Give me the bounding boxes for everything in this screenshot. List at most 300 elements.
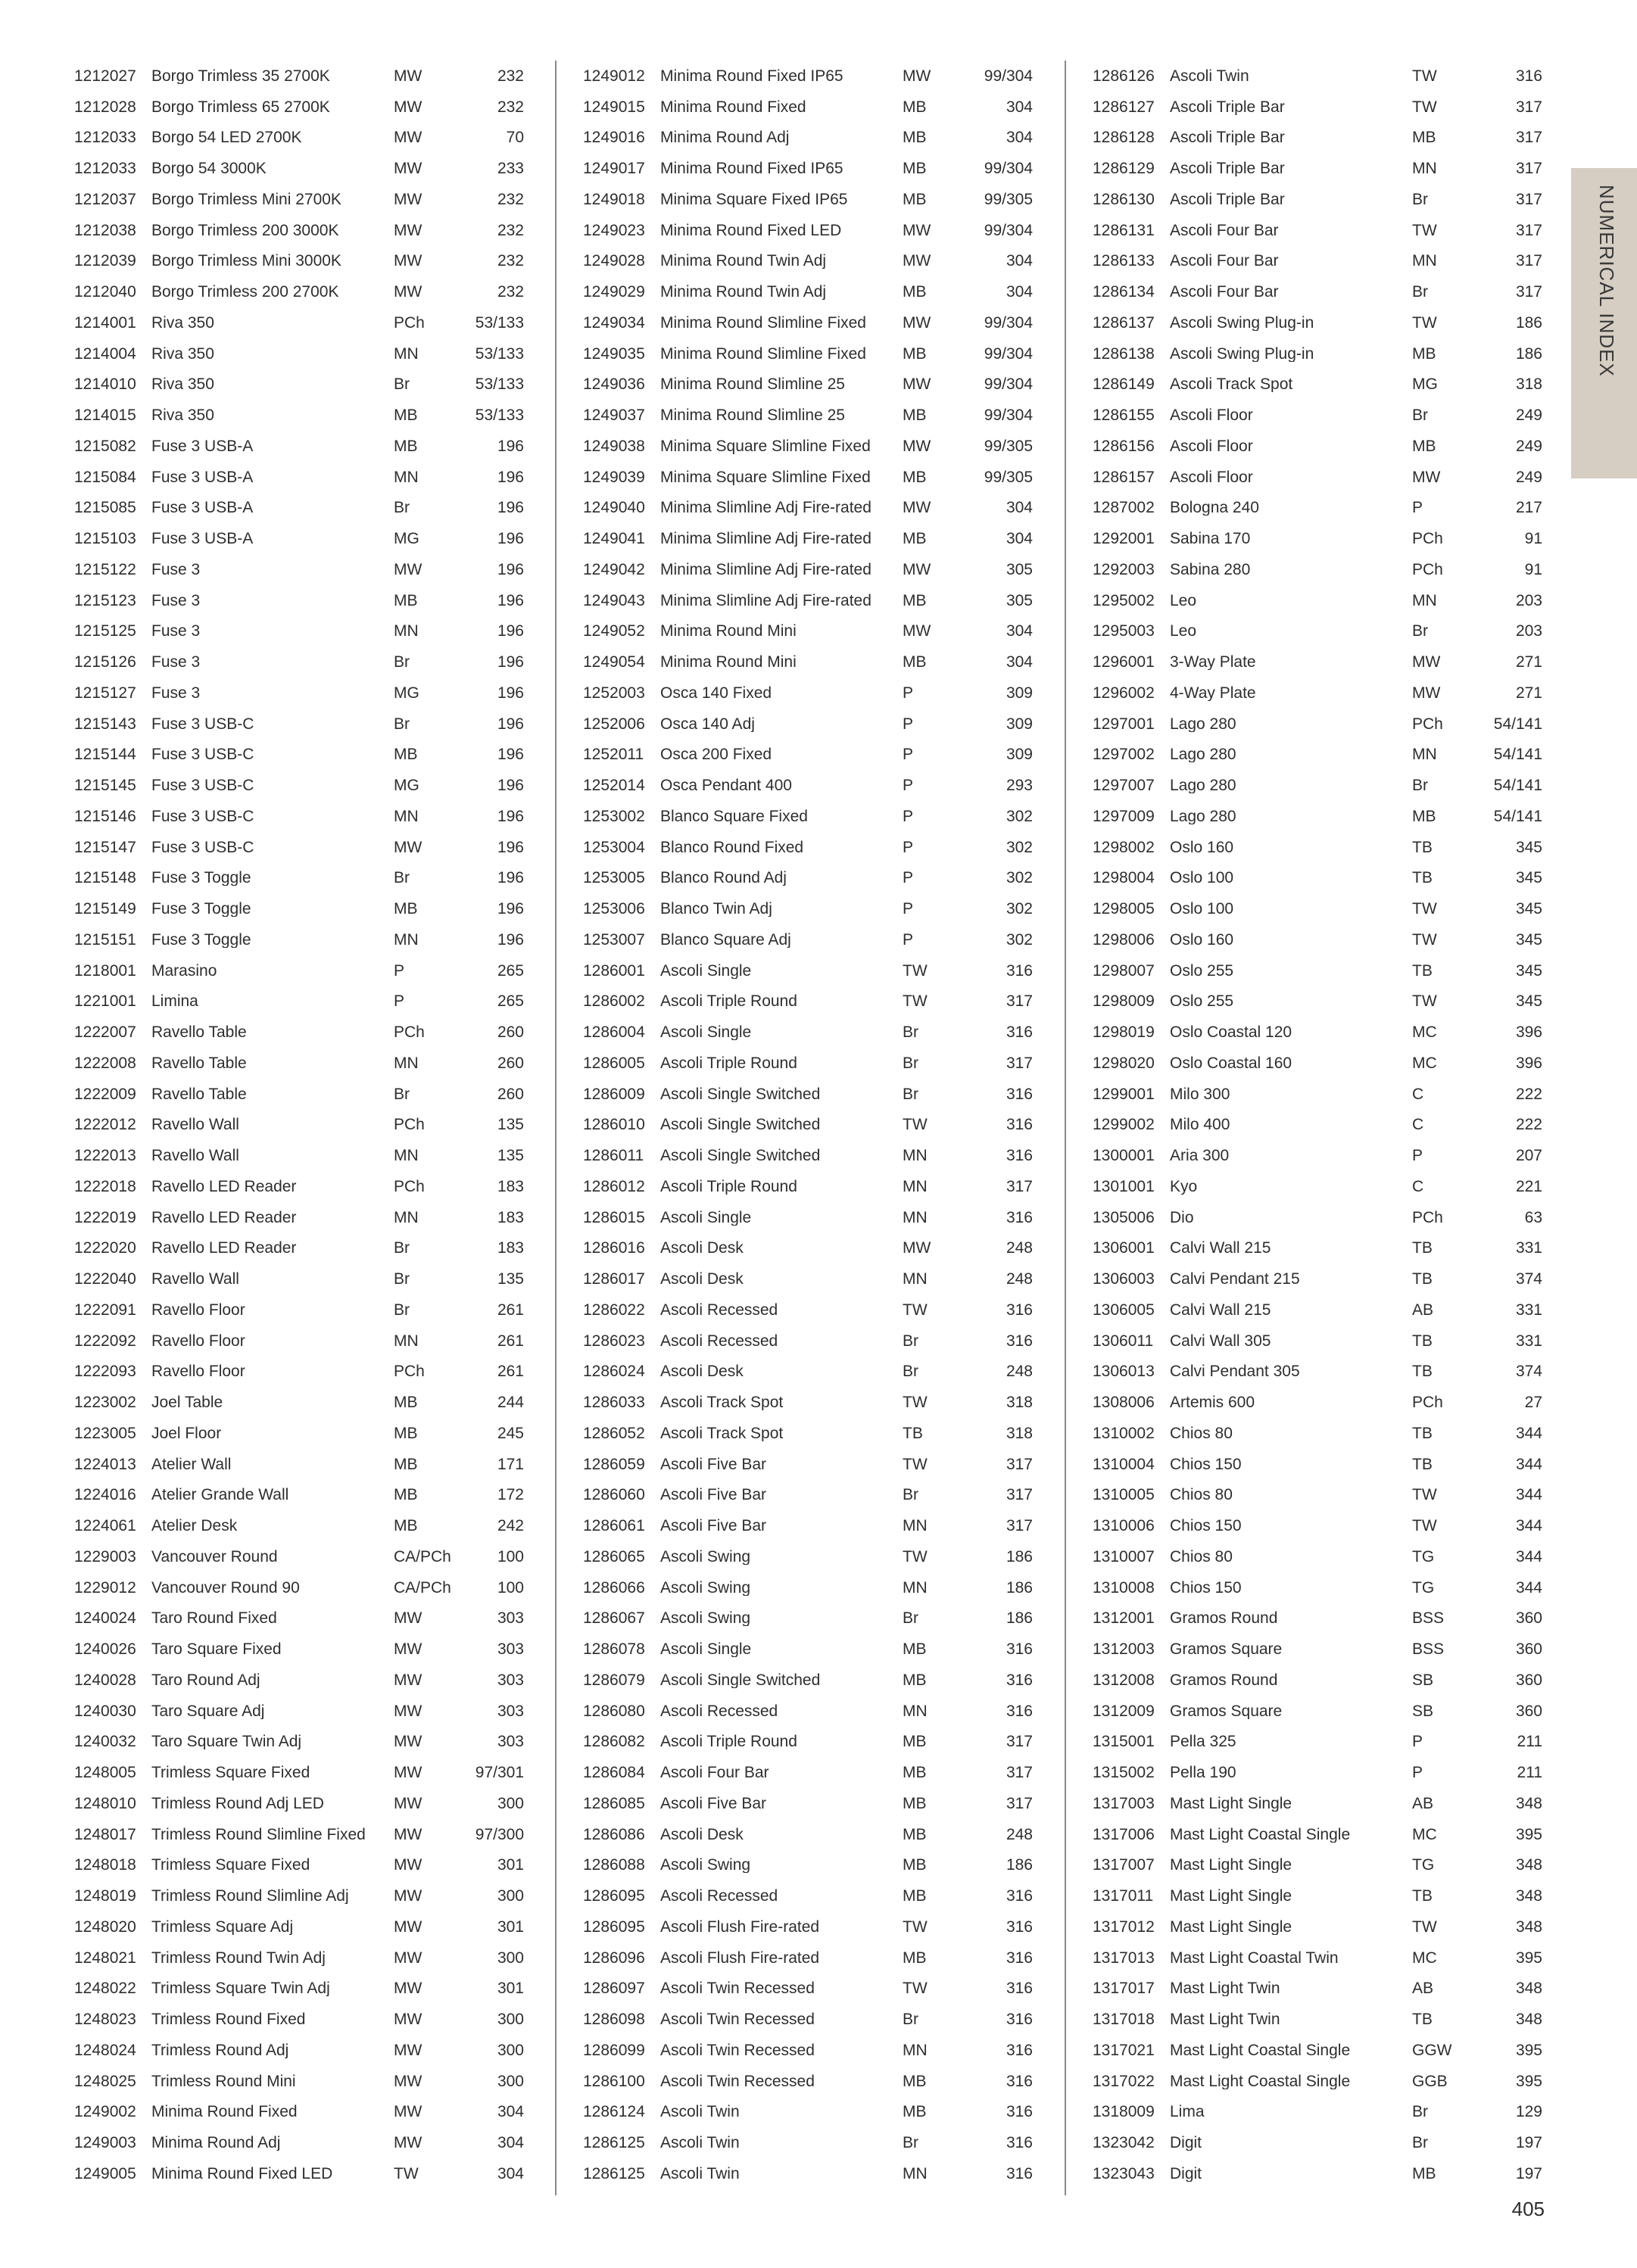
product-name: Chios 80	[1170, 1548, 1233, 1565]
index-row	[1093, 123, 1547, 154]
product-name: Blanco Round Fixed	[660, 839, 804, 855]
finish-code: MW	[394, 1887, 423, 1905]
page-reference: 196	[497, 838, 524, 856]
product-code: 1286059	[583, 1455, 645, 1473]
index-row	[1093, 585, 1547, 616]
product-name: Mast Light Coastal Single	[1170, 2042, 1351, 2058]
finish-code: MB	[394, 1486, 418, 1504]
finish-code: AB	[1412, 1980, 1434, 1998]
index-row	[1093, 2127, 1547, 2158]
page-reference: 222	[1515, 1085, 1542, 1103]
index-row	[583, 1665, 1037, 1696]
index-row	[1093, 184, 1547, 215]
page-reference: 197	[1515, 2134, 1542, 2152]
index-row	[583, 153, 1037, 184]
index-row	[74, 1171, 529, 1202]
product-name: Minima Slimline Adj Fire-rated	[660, 531, 872, 547]
product-name: Calvi Pendant 305	[1170, 1363, 1300, 1380]
product-name: Lima	[1170, 2104, 1205, 2120]
page-reference: 344	[1515, 1455, 1542, 1473]
finish-code: MB	[903, 98, 927, 116]
finish-code: MC	[1412, 1023, 1437, 1042]
index-row	[74, 1665, 529, 1696]
product-code: 1249041	[583, 530, 645, 548]
product-code: 1249038	[583, 437, 645, 455]
product-code: 1286095	[583, 1887, 645, 1905]
finish-code: TW	[903, 1116, 928, 1134]
product-code: 1249017	[583, 160, 645, 178]
page-reference: 316	[1006, 1918, 1033, 1936]
product-name: Minima Round Slimline Fixed	[660, 314, 866, 331]
finish-code: C	[1412, 1177, 1424, 1195]
finish-code: MW	[394, 221, 423, 239]
page-reference: 99/304	[984, 160, 1033, 178]
index-row	[583, 1017, 1037, 1048]
page-reference: 360	[1515, 1702, 1542, 1720]
page-reference: 317	[1515, 252, 1542, 270]
page-reference: 54/141	[1493, 807, 1542, 825]
index-row	[74, 523, 529, 554]
product-name: Ascoli Track Spot	[660, 1394, 784, 1411]
page-reference: 271	[1515, 684, 1542, 702]
product-code: 1215126	[74, 653, 136, 671]
product-code: 1224061	[74, 1517, 136, 1535]
product-name: Ascoli Twin Recessed	[660, 2073, 815, 2089]
product-name: Ravello LED Reader	[151, 1209, 297, 1226]
index-row	[583, 1202, 1037, 1233]
product-name: Gramos Square	[1170, 1703, 1283, 1719]
index-row	[583, 1326, 1037, 1357]
product-name: Lago 280	[1170, 715, 1236, 732]
product-code: 1286086	[583, 1825, 645, 1843]
page-reference: 374	[1515, 1270, 1542, 1288]
product-name: Osca Pendant 400	[660, 777, 792, 794]
index-row	[74, 1449, 529, 1480]
product-code: 1312001	[1093, 1609, 1155, 1628]
finish-code: MB	[903, 283, 927, 301]
index-row	[1093, 462, 1547, 493]
product-name: Ascoli Swing	[660, 1857, 751, 1874]
product-code: 1286082	[583, 1733, 645, 1751]
index-row	[74, 740, 529, 771]
product-name: Ascoli Five Bar	[660, 1518, 767, 1534]
product-code: 1286131	[1093, 221, 1155, 239]
index-row	[1093, 646, 1547, 678]
index-row	[1093, 61, 1547, 92]
finish-code: MB	[903, 1856, 927, 1874]
product-code: 1248005	[74, 1764, 136, 1782]
product-name: Ascoli Recessed	[660, 1301, 778, 1318]
page-reference: 316	[1006, 1208, 1033, 1226]
finish-code: Br	[903, 1486, 918, 1504]
index-row	[74, 1326, 529, 1357]
finish-code: MW	[903, 375, 931, 394]
product-name: Leo	[1170, 623, 1197, 640]
product-name: Minima Round Fixed LED	[151, 2165, 333, 2182]
index-row	[1093, 893, 1547, 924]
finish-code: MC	[1412, 1825, 1437, 1843]
index-row	[74, 307, 529, 338]
product-code: 1215144	[74, 746, 136, 764]
product-name: Ascoli Triple Round	[660, 1055, 797, 1071]
product-code: 1299002	[1093, 1116, 1155, 1134]
page-reference: 232	[497, 252, 524, 270]
page-reference: 344	[1515, 1578, 1542, 1597]
index-row	[1093, 2097, 1547, 2128]
product-code: 1286125	[583, 2164, 645, 2182]
product-name: Vancouver Round	[151, 1548, 278, 1565]
product-code: 1298007	[1093, 961, 1155, 980]
finish-code: TW	[1412, 900, 1437, 918]
page-reference: 317	[1515, 190, 1542, 208]
index-row	[583, 1233, 1037, 1264]
page-reference: 317	[1515, 129, 1542, 147]
product-name: Calvi Wall 305	[1170, 1332, 1271, 1349]
product-name: Riva 350	[151, 407, 214, 424]
product-code: 1240026	[74, 1640, 136, 1659]
finish-code: MB	[1412, 2164, 1436, 2182]
finish-code: PCh	[394, 1116, 425, 1134]
index-row	[583, 246, 1037, 277]
page-reference: 99/305	[984, 468, 1033, 486]
product-code: 1286066	[583, 1578, 645, 1597]
page-reference: 316	[1006, 1702, 1033, 1720]
product-code: 1215082	[74, 437, 136, 455]
page-reference: 344	[1515, 1424, 1542, 1442]
finish-code: MW	[903, 252, 931, 270]
finish-code: TG	[1412, 1547, 1435, 1565]
finish-code: TB	[1412, 1239, 1433, 1257]
product-code: 1312008	[1093, 1671, 1155, 1689]
finish-code: MB	[903, 407, 927, 425]
page-reference: 53/133	[475, 344, 524, 363]
finish-code: P	[394, 992, 405, 1011]
product-code: 1212028	[74, 98, 136, 116]
index-row	[1093, 1696, 1547, 1727]
product-name: Ascoli Triple Bar	[1170, 98, 1285, 115]
index-row	[583, 832, 1037, 863]
product-name: Ascoli Single	[660, 1641, 752, 1658]
product-name: Ascoli Single Switched	[660, 1086, 821, 1102]
page-reference: 309	[1006, 715, 1033, 733]
product-name: Minima Round Slimline 25	[660, 376, 845, 393]
product-name: Digit	[1170, 2165, 1202, 2182]
product-code: 1286080	[583, 1702, 645, 1720]
index-row	[583, 646, 1037, 678]
product-name: Ascoli Twin	[660, 2104, 740, 2120]
page-reference: 303	[497, 1640, 524, 1659]
finish-code: BSS	[1412, 1640, 1445, 1659]
finish-code: PCh	[394, 313, 425, 332]
product-name: Pella 325	[1170, 1734, 1236, 1750]
product-name: Taro Round Adj	[151, 1671, 260, 1688]
finish-code: MB	[903, 1825, 927, 1843]
product-name: Ascoli Track Spot	[660, 1425, 784, 1441]
index-row	[1093, 276, 1547, 307]
product-code: 1248021	[74, 1949, 136, 1967]
index-row	[1093, 1048, 1547, 1079]
product-code: 1252011	[583, 746, 644, 764]
finish-code: TW	[903, 1918, 928, 1936]
product-code: 1221001	[74, 992, 136, 1011]
finish-code: MW	[394, 1856, 423, 1874]
index-row	[583, 1974, 1037, 2005]
index-row	[1093, 1572, 1547, 1603]
product-code: 1248024	[74, 2041, 136, 2059]
page-reference: 303	[497, 1733, 524, 1751]
product-name: Ascoli Twin Recessed	[660, 1980, 815, 1997]
page-reference: 232	[497, 190, 524, 208]
product-name: Ascoli Four Bar	[660, 1765, 769, 1781]
page-reference: 345	[1515, 838, 1542, 856]
product-code: 1240028	[74, 1671, 136, 1689]
index-row	[74, 1079, 529, 1110]
product-code: 1286084	[583, 1764, 645, 1782]
product-name: Pella 190	[1170, 1765, 1236, 1781]
product-code: 1297002	[1093, 746, 1155, 764]
product-name: Ravello Table	[151, 1055, 247, 1071]
product-code: 1222012	[74, 1116, 136, 1134]
index-row	[1093, 1819, 1547, 1850]
page-reference: 317	[1515, 283, 1542, 301]
product-name: Minima Round Mini	[660, 654, 797, 671]
finish-code: MW	[394, 1702, 423, 1720]
product-name: Fuse 3 USB-C	[151, 808, 254, 824]
finish-code: MB	[903, 1794, 927, 1812]
index-row	[74, 863, 529, 894]
page-reference: 374	[1515, 1363, 1542, 1381]
product-name: Ascoli Single	[660, 1209, 752, 1226]
finish-code: MW	[394, 1794, 423, 1812]
finish-code: Br	[903, 1363, 918, 1381]
product-name: Oslo 100	[1170, 901, 1234, 917]
page-reference: 248	[1006, 1363, 1033, 1381]
product-name: Borgo 54 LED 2700K	[151, 129, 302, 146]
product-code: 1286125	[583, 2134, 645, 2152]
finish-code: Br	[1412, 407, 1428, 425]
product-code: 1249052	[583, 622, 645, 640]
product-name: Artemis 600	[1170, 1394, 1255, 1411]
finish-code: Br	[394, 1239, 410, 1257]
product-code: 1315002	[1093, 1764, 1155, 1782]
page-reference: 54/141	[1493, 715, 1542, 733]
product-name: Ravello Table	[151, 1024, 247, 1041]
finish-code: PCh	[1412, 1394, 1443, 1412]
product-code: 1249002	[74, 2103, 136, 2121]
finish-code: P	[903, 777, 914, 795]
product-code: 1306013	[1093, 1363, 1155, 1381]
product-code: 1308006	[1093, 1394, 1155, 1412]
product-code: 1249037	[583, 407, 645, 425]
product-name: 4-Way Plate	[1170, 684, 1256, 701]
product-code: 1298009	[1093, 992, 1155, 1011]
product-name: Gramos Square	[1170, 1641, 1283, 1658]
page-reference: 316	[1006, 1023, 1033, 1042]
index-row	[74, 123, 529, 154]
finish-code: PCh	[1412, 1208, 1443, 1226]
product-name: Ravello LED Reader	[151, 1240, 297, 1257]
product-code: 1212033	[74, 129, 136, 147]
page-reference: 99/304	[984, 407, 1033, 425]
page-reference: 196	[497, 653, 524, 671]
finish-code: P	[903, 807, 914, 825]
page-reference: 70	[506, 129, 524, 147]
page-reference: 345	[1515, 992, 1542, 1011]
page-reference: 317	[1006, 1486, 1033, 1504]
product-name: Chios 150	[1170, 1456, 1242, 1472]
product-code: 1212037	[74, 190, 136, 208]
page-reference: 232	[497, 98, 524, 116]
page-reference: 97/301	[475, 1764, 524, 1782]
product-name: Ascoli Single Switched	[660, 1671, 821, 1688]
index-row	[583, 1788, 1037, 1819]
finish-code: MB	[903, 530, 927, 548]
page-reference: 316	[1006, 1980, 1033, 1998]
index-row	[583, 1294, 1037, 1326]
finish-code: MC	[1412, 1054, 1437, 1072]
page-reference: 203	[1515, 622, 1542, 640]
index-row	[1093, 709, 1547, 740]
page-reference: 302	[1006, 869, 1033, 887]
page-reference: 345	[1515, 900, 1542, 918]
product-name: Trimless Round Adj LED	[151, 1795, 324, 1812]
product-name: Mast Light Single	[1170, 1918, 1292, 1935]
finish-code: MB	[903, 190, 927, 208]
product-code: 1286010	[583, 1116, 645, 1134]
finish-code: MG	[394, 684, 419, 702]
product-code: 1317012	[1093, 1918, 1155, 1936]
page-reference: 360	[1515, 1671, 1542, 1689]
index-row	[74, 1357, 529, 1388]
product-name: Fuse 3 Toggle	[151, 901, 251, 917]
index-row	[583, 1603, 1037, 1634]
product-code: 1249040	[583, 499, 645, 517]
product-code: 1297007	[1093, 777, 1155, 795]
finish-code: Br	[1412, 2134, 1428, 2152]
product-code: 1215151	[74, 930, 136, 949]
page-reference: 345	[1515, 961, 1542, 980]
product-code: 1317022	[1093, 2072, 1155, 2090]
page-reference: 217	[1515, 499, 1542, 517]
index-row	[1093, 1418, 1547, 1449]
page-reference: 301	[497, 1918, 524, 1936]
index-row	[74, 61, 529, 92]
index-row	[74, 276, 529, 307]
index-row	[74, 184, 529, 215]
product-code: 1317018	[1093, 2011, 1155, 2029]
page-reference: 300	[497, 2072, 524, 2090]
index-row	[583, 276, 1037, 307]
page-reference: 302	[1006, 838, 1033, 856]
product-code: 1286157	[1093, 468, 1155, 486]
product-code: 1249054	[583, 653, 645, 671]
product-name: Mast Light Coastal Single	[1170, 2073, 1351, 2089]
product-name: Lago 280	[1170, 777, 1236, 794]
index-row	[74, 1110, 529, 1141]
page-reference: 316	[1006, 1147, 1033, 1165]
finish-code: TW	[1412, 221, 1437, 239]
product-code: 1310006	[1093, 1517, 1155, 1535]
product-name: Osca 140 Fixed	[660, 684, 772, 701]
finish-code: MW	[903, 1239, 931, 1257]
product-name: Minima Round Fixed	[660, 98, 806, 115]
finish-code: AB	[1412, 1301, 1434, 1319]
product-code: 1286137	[1093, 313, 1155, 332]
product-name: Ravello Floor	[151, 1332, 245, 1349]
index-row	[583, 709, 1037, 740]
page-reference: 99/304	[984, 313, 1033, 332]
product-name: Ascoli Twin	[660, 2165, 740, 2182]
product-name: Borgo 54 3000K	[151, 160, 267, 177]
index-row	[74, 1788, 529, 1819]
product-name: Trimless Round Fixed	[151, 2011, 306, 2028]
finish-code: Br	[394, 1301, 410, 1319]
product-name: Ascoli Five Bar	[660, 1487, 767, 1503]
product-name: Ascoli Desk	[660, 1240, 744, 1257]
index-row	[74, 1387, 529, 1418]
product-name: Ascoli Triple Round	[660, 993, 797, 1010]
product-code: 1249034	[583, 313, 645, 332]
page-reference: 316	[1006, 1085, 1033, 1103]
product-code: 1286001	[583, 961, 645, 980]
finish-code: MW	[394, 1609, 423, 1628]
product-name: Dio	[1170, 1209, 1194, 1226]
product-code: 1222091	[74, 1301, 136, 1319]
finish-code: MB	[903, 1949, 927, 1967]
page-reference: 304	[497, 2164, 524, 2182]
finish-code: MW	[903, 221, 931, 239]
product-code: 1215143	[74, 715, 136, 733]
product-code: 1296001	[1093, 653, 1155, 671]
index-row	[74, 493, 529, 524]
product-code: 1215147	[74, 838, 136, 856]
finish-code: TW	[1412, 67, 1437, 85]
finish-code: TW	[903, 992, 928, 1011]
page-reference: 305	[1006, 560, 1033, 578]
page-reference: 186	[1515, 313, 1542, 332]
product-name: Borgo Trimless Mini 3000K	[151, 253, 341, 269]
product-name: Ravello Floor	[151, 1363, 245, 1380]
product-name: Oslo 160	[1170, 931, 1234, 948]
product-code: 1286012	[583, 1177, 645, 1195]
product-code: 1286096	[583, 1949, 645, 1967]
page-reference: 300	[497, 2011, 524, 2029]
index-row	[1093, 1757, 1547, 1788]
product-code: 1215123	[74, 591, 136, 609]
product-name: Ascoli Five Bar	[660, 1795, 767, 1812]
finish-code: TW	[1412, 1517, 1437, 1535]
finish-code: MB	[394, 1455, 418, 1473]
index-row	[1093, 801, 1547, 832]
product-code: 1317006	[1093, 1825, 1155, 1843]
finish-code: TB	[1412, 1455, 1433, 1473]
product-code: 1301001	[1093, 1177, 1155, 1195]
product-code: 1249042	[583, 560, 645, 578]
page-reference: 196	[497, 499, 524, 517]
product-name: Ascoli Single	[660, 1024, 752, 1041]
product-name: Osca 140 Adj	[660, 715, 755, 732]
product-name: Ascoli Twin	[1170, 67, 1249, 84]
finish-code: MN	[903, 2164, 928, 2182]
index-row	[1093, 246, 1547, 277]
page-reference: 318	[1006, 1394, 1033, 1412]
page-reference: 348	[1515, 1887, 1542, 1905]
product-code: 1286009	[583, 1085, 645, 1103]
finish-code: MB	[1412, 437, 1436, 455]
page-reference: 345	[1515, 930, 1542, 949]
product-code: 1286156	[1093, 437, 1155, 455]
finish-code: TW	[394, 2164, 419, 2182]
